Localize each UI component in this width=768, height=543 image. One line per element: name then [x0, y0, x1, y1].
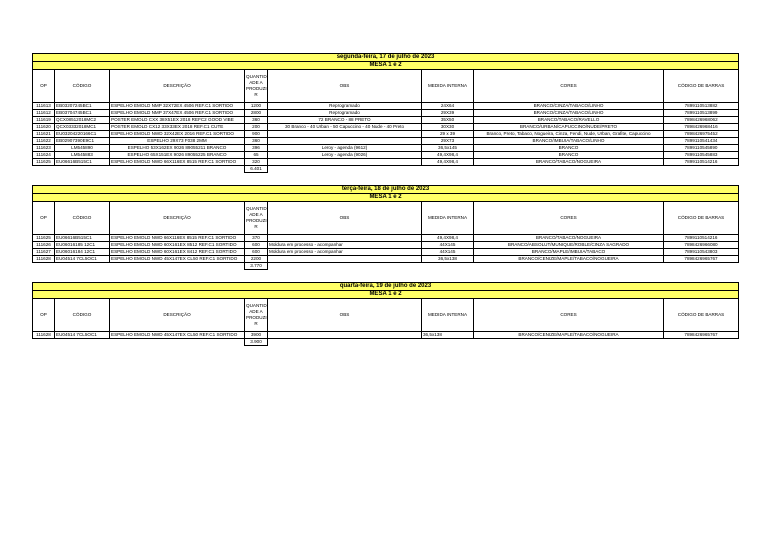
day-block-1: [32, 53, 738, 173]
col-codigo: CÓDIGO: [55, 70, 110, 103]
table-row: [33, 242, 739, 249]
col-op: OP: [33, 70, 55, 103]
day-block-2: [32, 185, 738, 270]
cell-qtd: 600: [245, 242, 268, 249]
day-title: segunda-feira, 17 de julho de 2023: [33, 54, 739, 62]
cell-codigo: QCX08512018MC2: [55, 117, 110, 124]
cell-obs: 30 Branco - 40 Urban - 50 Capuccino - 40 Nude - 40 Preto: [268, 124, 422, 131]
col-op: OP: [33, 202, 55, 235]
col-barras: CÓDIGO DE BARRAS: [664, 70, 739, 103]
cell-codigo: EB03704745BC1: [55, 110, 110, 117]
cell-barras: 7898426968416: [664, 124, 739, 131]
table-body: [33, 235, 739, 263]
col-descricao: DESCRIÇÃO: [110, 70, 245, 103]
col-quantidade: QUANTID ADE A PRODUZI R: [245, 299, 268, 332]
cell-codigo: EU03204220166C1: [55, 131, 110, 138]
col-quantidade: QUANTID ADE A PRODUZI R: [245, 70, 268, 103]
table-row: [33, 249, 739, 256]
cell-qtd: 2800: [245, 110, 268, 117]
cell-obs: Leroy - agenda (9612): [268, 145, 422, 152]
cell-medida: 36,5x145: [422, 145, 474, 152]
cell-medida: 49,4X98,4: [422, 152, 474, 159]
cell-obs: Reprogramado: [268, 103, 422, 110]
cell-descricao: ESPELHO EMOLD NMP 37X47EX 4506 REF.C1 SORTIDO: [110, 110, 245, 117]
table-row: [33, 332, 739, 339]
cell-medida: 35X50: [422, 117, 474, 124]
cell-op: 111620: [33, 124, 55, 131]
col-barras: CÓDIGO DE BARRAS: [664, 202, 739, 235]
col-quantidade: QUANTID ADE A PRODUZI R: [245, 202, 268, 235]
table-row: [33, 138, 739, 145]
cell-qtd: 3900: [245, 332, 268, 339]
cell-barras: 7899110513899: [664, 110, 739, 117]
cell-op: 111619: [33, 117, 55, 124]
cell-codigo: EB03207245BC1: [55, 103, 110, 110]
cell-cores: BRANCO/TABACO/NOGUEIRA: [474, 235, 664, 242]
cell-barras: 7899110514216: [664, 159, 739, 166]
cell-obs: [268, 332, 422, 339]
cell-qtd: 360: [245, 138, 268, 145]
cell-qtd: 200: [245, 124, 268, 131]
cell-barras: 7899110545890: [664, 145, 739, 152]
cell-codigo: QCX03332018MC1: [55, 124, 110, 131]
cell-barras: 7899110543803: [664, 249, 739, 256]
cell-op: 111628: [33, 332, 55, 339]
cell-obs: Moldura em processo - acompanhar: [268, 242, 422, 249]
cell-obs: Reprogramado: [268, 110, 422, 117]
cell-qtd: 2200: [245, 256, 268, 263]
cell-codigo: LM545883: [55, 152, 110, 159]
cell-barras: 7899110545883: [664, 152, 739, 159]
table-row: [33, 152, 739, 159]
total-quantity: 6.401: [245, 166, 268, 173]
day-block-3: [32, 282, 738, 346]
schedule-table: [32, 185, 739, 270]
cell-op: 111612: [33, 110, 55, 117]
cell-obs: [268, 159, 422, 166]
cell-barras: 7899110541434: [664, 138, 739, 145]
col-medida: MEDIDA INTERNA: [422, 299, 474, 332]
cell-cores: BRANCO/IMBUIA/TABACO/LINHO: [474, 138, 664, 145]
cell-medida: 29 x 39: [422, 131, 474, 138]
cell-obs: 72 BRANCO - 88 PRETO: [268, 117, 422, 124]
cell-op: 111625: [33, 235, 55, 242]
cell-obs: [268, 131, 422, 138]
cell-cores: BRANCO/URBAN/CAPUCCINO/NUDE/PRETO: [474, 124, 664, 131]
cell-medida: 36,5x138: [422, 256, 474, 263]
cell-op: 111627: [33, 249, 55, 256]
cell-descricao: ESPELHO EMOLD NWD 45X147EX CL50 REF.C1 SORTIDO: [110, 332, 245, 339]
table-row: [33, 117, 739, 124]
cell-qtd: 396: [245, 145, 268, 152]
cell-codigo: EU06016184 12C1: [55, 249, 110, 256]
cell-barras: 7898426965767: [664, 332, 739, 339]
mesa-title: MESA 1 e 2: [33, 194, 739, 202]
mesa-title: MESA 1 e 2: [33, 291, 739, 299]
cell-cores: BRANCO/CENIZE/MAPLE/TABACO/NOGUEIRA: [474, 332, 664, 339]
cell-codigo: EU06616B515C1: [55, 159, 110, 166]
cell-qtd: 1200: [245, 103, 268, 110]
table-row: [33, 103, 739, 110]
cell-obs: Leroy - agenda (9026): [268, 152, 422, 159]
table-row: [33, 110, 739, 117]
cell-cores: BRANCO: [474, 152, 664, 159]
cell-descricao: POSTER EMOLD CX12 33X33EX 2018 REF.C1 CUTE: [110, 124, 245, 131]
cell-descricao: ESPELHO EMOLD NWD 60X161EX 8412 REF.C1 SORTIDO: [110, 249, 245, 256]
table-row: [33, 159, 739, 166]
cell-medida: 29X73: [422, 138, 474, 145]
cell-cores: BRANCO/CINZA/TABACO/LINHO: [474, 103, 664, 110]
cell-barras: 7899110514216: [664, 235, 739, 242]
cell-qtd: 320: [245, 159, 268, 166]
cell-cores: Branco, Preto, Tabaco, Nogueira, Cinza, Fendi, Nude, Urban, Grafite, Capuccino: [474, 131, 664, 138]
cell-descricao: ESPELHO 29X73 F038 2MM: [110, 138, 245, 145]
cell-barras: 7898426968062: [664, 117, 739, 124]
cell-qtd: 600: [245, 249, 268, 256]
cell-codigo: EU04514 7CL5OC1: [55, 332, 110, 339]
col-barras: CÓDIGO DE BARRAS: [664, 299, 739, 332]
cell-medida: 30X30: [422, 124, 474, 131]
cell-descricao: ESPELHO EMOLD NWD 66X116EX 8515 REF.C1 SORTIDO: [110, 235, 245, 242]
day-title: terça-feira, 18 de julho de 2023: [33, 186, 739, 194]
col-cores: CORES: [474, 299, 664, 332]
cell-op: 111622: [33, 138, 55, 145]
cell-cores: BRANCO/TABACO/RAVELLO: [474, 117, 664, 124]
cell-op: 111621: [33, 131, 55, 138]
cell-descricao: ESPELHO EMOLD NMP 32X72EX 4506 REF.C1 SORTIDO: [110, 103, 245, 110]
cell-medida: 49,4X98,4: [422, 159, 474, 166]
cell-op: 111625: [33, 159, 55, 166]
cell-op: 111623: [33, 145, 55, 152]
col-descricao: DESCRIÇÃO: [110, 202, 245, 235]
cell-medida: 44X145: [422, 242, 474, 249]
col-obs: OBS: [268, 299, 422, 332]
cell-medida: 49,4X98,4: [422, 235, 474, 242]
cell-obs: [268, 256, 422, 263]
table-body: [33, 103, 739, 166]
cell-descricao: ESPELHO EMOLD NWD 45X147EX CL50 REF.C1 SORTIDO: [110, 256, 245, 263]
cell-barras: 7898426975452: [664, 131, 739, 138]
col-codigo: CÓDIGO: [55, 299, 110, 332]
col-obs: OBS: [268, 202, 422, 235]
total-quantity: 3.900: [245, 339, 268, 346]
cell-medida: 24X64: [422, 103, 474, 110]
col-descricao: DESCRIÇÃO: [110, 299, 245, 332]
cell-op: 111624: [33, 152, 55, 159]
col-medida: MEDIDA INTERNA: [422, 202, 474, 235]
cell-descricao: ESPELHO 65X151EX 9026 89055225 BRANCO: [110, 152, 245, 159]
cell-codigo: EU06016185 12C1: [55, 242, 110, 249]
schedule-table: [32, 53, 739, 173]
cell-op: 111628: [33, 256, 55, 263]
cell-op: 111613: [33, 103, 55, 110]
cell-cores: BRANCO/MAPLE/IMBUIA/TABACO: [474, 249, 664, 256]
cell-barras: 7898426965767: [664, 256, 739, 263]
cell-cores: BRANCO/TABACO/NOGUEIRA: [474, 159, 664, 166]
cell-cores: BRANCO: [474, 145, 664, 152]
cell-qtd: 900: [245, 131, 268, 138]
col-cores: CORES: [474, 202, 664, 235]
cell-obs: Moldura em processo - acompanhar: [268, 249, 422, 256]
cell-obs: [268, 138, 422, 145]
cell-codigo: EB02907390E9C1: [55, 138, 110, 145]
col-op: OP: [33, 299, 55, 332]
cell-cores: BRANCO/CENIZE/MAPLE/TABACO/NOGUEIRA: [474, 256, 664, 263]
cell-qtd: 360: [245, 117, 268, 124]
table-row: [33, 256, 739, 263]
cell-codigo: EU06616B515C1: [55, 235, 110, 242]
table-row: [33, 131, 739, 138]
table-row: [33, 145, 739, 152]
cell-cores: BRANCO/CINZA/TABACO/LINHO: [474, 110, 664, 117]
table-body: [33, 332, 739, 339]
mesa-title: MESA 1 e 2: [33, 62, 739, 70]
cell-qtd: 370: [245, 235, 268, 242]
cell-descricao: ESPELHO EMOLD NWD 32X42EX 2016 REF.C1 SORTIDO: [110, 131, 245, 138]
cell-barras: 7899110513882: [664, 103, 739, 110]
schedule-table: [32, 282, 739, 346]
cell-medida: 29X39: [422, 110, 474, 117]
col-cores: CORES: [474, 70, 664, 103]
table-row: [33, 124, 739, 131]
col-obs: OBS: [268, 70, 422, 103]
cell-codigo: EU04514 7CL5OC1: [55, 256, 110, 263]
col-codigo: CÓDIGO: [55, 202, 110, 235]
cell-descricao: ESPELHO EMOLD NWD 66X116EX 8515 REF.C1 SORTIDO: [110, 159, 245, 166]
cell-barras: 7898426966080: [664, 242, 739, 249]
cell-medida: 44X145: [422, 249, 474, 256]
cell-descricao: POSTER EMOLD CXX 38X51EX 2018 REFC2 GOOD VIBE: [110, 117, 245, 124]
cell-op: 111626: [33, 242, 55, 249]
total-quantity: 3.770: [245, 263, 268, 270]
table-row: [33, 235, 739, 242]
cell-descricao: ESPELHO 53X162EX 9026 89055211 BRANCO: [110, 145, 245, 152]
day-title: quarta-feira, 19 de julho de 2023: [33, 283, 739, 291]
cell-obs: [268, 235, 422, 242]
col-medida: MEDIDA INTERNA: [422, 70, 474, 103]
cell-qtd: 65: [245, 152, 268, 159]
cell-medida: 36,5x138: [422, 332, 474, 339]
cell-codigo: LM545890: [55, 145, 110, 152]
cell-cores: BRANCO/ABSOLUT/MUNIQUE/ROBLE/CINZA SAGRADO: [474, 242, 664, 249]
cell-descricao: ESPELHO EMOLD NWD 60X161EX 8512 REF.C1 SORTIDO: [110, 242, 245, 249]
